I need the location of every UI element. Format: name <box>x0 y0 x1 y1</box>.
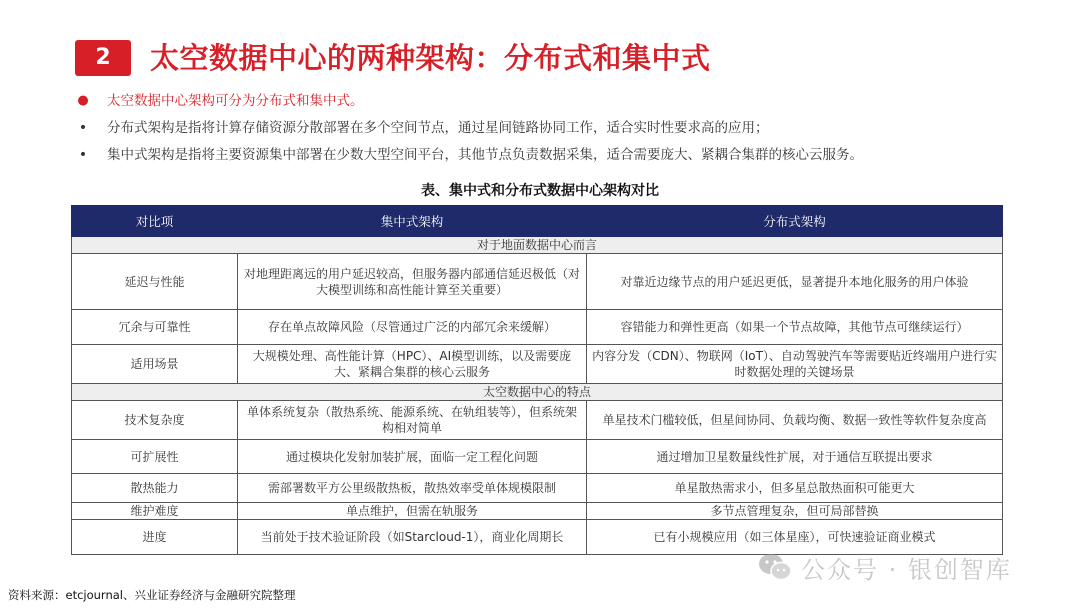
row-label: 延迟与性能 <box>72 254 238 310</box>
table-section-row <box>72 237 1003 254</box>
bullet-text: 太空数据中心架构可分为分布式和集中式。 <box>107 93 364 109</box>
bullet-marker: ● <box>77 93 89 108</box>
distributed-cell: 对靠近边缘节点的用户延迟更低，显著提升本地化服务的用户体验 <box>587 254 1003 310</box>
table-row <box>72 474 1003 503</box>
distributed-cell: 内容分发（CDN）、物联网（IoT）、自动驾驶汽车等需要贴近终端用户进行实时数据处理的关键场景 <box>587 345 1003 384</box>
row-label: 技术复杂度 <box>72 401 238 440</box>
row-label: 进度 <box>72 520 238 555</box>
row-label: 散热能力 <box>72 474 238 503</box>
table-row <box>72 310 1003 345</box>
bullet-item <box>76 117 1066 144</box>
centralized-cell: 单点维护，但需在轨服务 <box>238 503 587 520</box>
centralized-cell: 通过模块化发射加装扩展，面临一定工程化问题 <box>238 440 587 474</box>
table-header-row <box>72 206 1003 237</box>
table-row <box>72 345 1003 384</box>
section-number-badge: 2 <box>75 40 131 76</box>
column-header: 对比项 <box>72 206 238 237</box>
centralized-cell: 需部署数平方公里级散热板，散热效率受单体规模限制 <box>238 474 587 503</box>
distributed-cell: 已有小规模应用（如三体星座），可快速验证商业模式 <box>587 520 1003 555</box>
table-section-row <box>72 384 1003 401</box>
page-title: 太空数据中心的两种架构：分布式和集中式 <box>150 41 711 75</box>
centralized-cell: 单体系统复杂（散热系统、能源系统、在轨组装等），但系统架构相对简单 <box>238 401 587 440</box>
watermark-text: 公众号 · 银创智库 <box>801 556 1012 584</box>
table-row <box>72 401 1003 440</box>
bullet-marker: • <box>78 147 88 163</box>
bullet-text: 集中式架构是指将主要资源集中部署在少数大型空间平台，其他节点负责数据采集，适合需要庞大、紧耦合集群的核心云服务。 <box>107 147 863 163</box>
bullet-item <box>76 90 1066 117</box>
centralized-cell: 对地理距离远的用户延迟较高，但服务器内部通信延迟极低（对大模型训练和高性能计算至关重要） <box>238 254 587 310</box>
centralized-cell: 存在单点故障风险（尽管通过广泛的内部冗余来缓解） <box>238 310 587 345</box>
table-row <box>72 440 1003 474</box>
bullet-marker: • <box>78 120 88 136</box>
bullet-item <box>76 144 1066 171</box>
section-label: 太空数据中心的特点 <box>72 384 1003 401</box>
distributed-cell: 容错能力和弹性更高（如果一个节点故障，其他节点可继续运行） <box>587 310 1003 345</box>
column-header: 集中式架构 <box>238 206 587 237</box>
distributed-cell: 多节点管理复杂，但可局部替换 <box>587 503 1003 520</box>
bullet-text: 分布式架构是指将计算存储资源分散部署在多个空间节点，通过星间链路协同工作，适合实时性要求高的应用； <box>107 120 769 136</box>
centralized-cell: 大规模处理、高性能计算（HPC）、AI模型训练，以及需要庞大、紧耦合集群的核心云服务 <box>238 345 587 384</box>
row-label: 维护难度 <box>72 503 238 520</box>
watermark <box>757 548 1062 588</box>
wechat-icon <box>757 552 793 582</box>
row-label: 适用场景 <box>72 345 238 384</box>
section-label: 对于地面数据中心而言 <box>72 237 1003 254</box>
comparison-table <box>71 205 1003 555</box>
source-note: 资料来源：etcjournal、兴业证券经济与金融研究院整理 <box>8 588 296 602</box>
row-label: 冗余与可靠性 <box>72 310 238 345</box>
table-row <box>72 503 1003 520</box>
distributed-cell: 单星技术门槛较低，但星间协同、负载均衡、数据一致性等软件复杂度高 <box>587 401 1003 440</box>
column-header: 分布式架构 <box>587 206 1003 237</box>
row-label: 可扩展性 <box>72 440 238 474</box>
distributed-cell: 单星散热需求小，但多星总散热面积可能更大 <box>587 474 1003 503</box>
distributed-cell: 通过增加卫星数量线性扩展，对于通信互联提出要求 <box>587 440 1003 474</box>
table-row <box>72 254 1003 310</box>
bullet-list <box>76 90 1066 171</box>
centralized-cell: 当前处于技术验证阶段（如Starcloud-1），商业化周期长 <box>238 520 587 555</box>
table-title: 表、集中式和分布式数据中心架构对比 <box>421 183 659 199</box>
